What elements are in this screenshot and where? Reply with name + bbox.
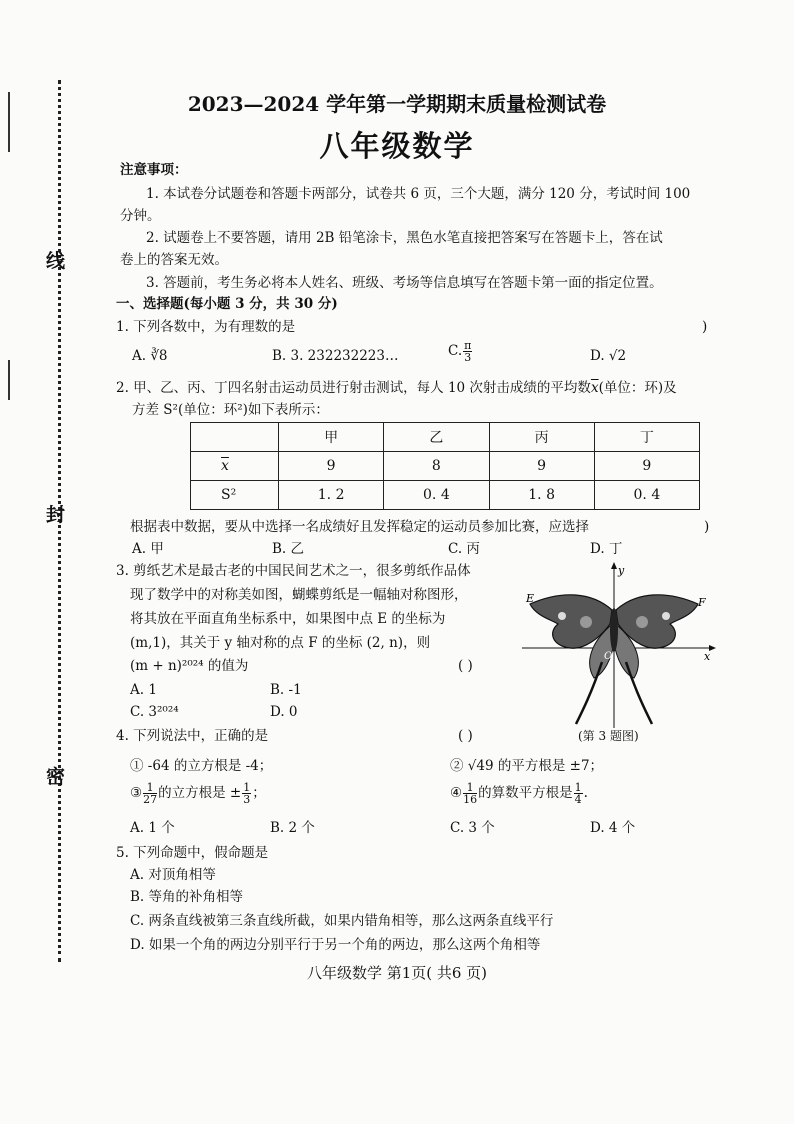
seal-char-line: 线 (46, 250, 66, 272)
q4-answer-paren: ( ) (458, 728, 473, 744)
q3-option-b: B. -1 (270, 682, 302, 698)
scan-edge-mark (8, 360, 10, 400)
table-header-cell: 乙 (384, 423, 489, 452)
notice-item-1: 1. 本试卷分试题卷和答题卡两部分，试卷共 6 页，三个大题，满分 120 分，考试时间 100 (146, 186, 691, 202)
q2-stem-line2: 方差 S²(单位：环²)如下表所示： (132, 402, 329, 418)
wing-pattern (662, 612, 670, 620)
label-y: y (618, 564, 625, 577)
notice-item-2-cont: 卷上的答案无效。 (120, 252, 228, 268)
q4-option-d: D. 4 个 (590, 820, 636, 836)
table-cell: 8 (384, 452, 489, 481)
q3-stem-line5: (m + n)²⁰²⁴ 的值为 (130, 658, 249, 674)
fraction-denominator: 4 (574, 793, 582, 806)
table-row-variance (191, 481, 700, 510)
statement-number: ④ (450, 785, 463, 801)
q1-option-d: D. √2 (590, 348, 627, 364)
q2-option-d: D. 丁 (590, 541, 623, 557)
statement-text: 的算数平方根是 (478, 785, 573, 801)
q2-option-c: C. 丙 (448, 541, 480, 557)
table-cell: 1. 8 (489, 481, 594, 510)
q4-statement-3 (130, 782, 266, 805)
q1-stem: 1. 下列各数中，为有理数的是 (116, 319, 296, 335)
q3-stem-line2: 现了数学中的对称美如图，蝴蝶剪纸是一幅轴对称图形， (130, 587, 468, 603)
q1-option-c (448, 340, 473, 363)
table-cell: 0. 4 (384, 481, 489, 510)
q4-statement-2: ② √49 的平方根是 ±7； (450, 758, 604, 774)
fraction (574, 782, 583, 805)
q5-option-b: B. 等角的补角相等 (130, 889, 244, 905)
subject-title: 八年级数学 (319, 129, 475, 163)
figure-caption: (第 3 题图) (578, 729, 639, 743)
q3-option-a: A. 1 (130, 682, 157, 698)
fraction-denominator: 27 (143, 793, 158, 806)
q4-stem: 4. 下列说法中，正确的是 (116, 728, 269, 744)
q2-stem-text: 2. 甲、乙、丙、丁四名射击运动员进行射击测试，每人 10 次射击成绩的平均数 (116, 380, 591, 396)
q2-answer-paren: ) (704, 519, 710, 535)
label-x: x (704, 650, 711, 663)
label-f: F (698, 596, 706, 609)
fraction-numerator: 1 (143, 782, 157, 794)
wing-pattern (580, 616, 592, 628)
table-header-cell: 甲 (279, 423, 384, 452)
q2-stem-line1 (116, 378, 677, 398)
q2-option-a: A. 甲 (132, 541, 164, 557)
wing-pattern (636, 616, 648, 628)
table-cell: 9 (594, 452, 699, 481)
table-cell: 9 (489, 452, 594, 481)
mean-symbol: $\overline{x}$ (590, 380, 599, 396)
fraction-denominator: 16 (463, 793, 478, 806)
q2-followup: 根据表中数据，要从中选择一名成绩好且发挥稳定的运动员参加比赛，应选择 (130, 519, 589, 535)
q3-answer-paren: ( ) (458, 658, 473, 674)
q3-stem-line3: 将其放在平面直角坐标系中，如果图中点 E 的坐标为 (130, 611, 446, 627)
q3-option-d: D. 0 (270, 704, 298, 720)
seal-char-secret: 密 (46, 766, 66, 788)
table-row-label: $\overline{x}$ (191, 452, 279, 481)
label-e: E (526, 592, 535, 605)
table-row-label: S² (191, 481, 279, 510)
fraction-numerator: π (464, 339, 472, 352)
fraction (242, 782, 251, 805)
table-header-cell: 丙 (489, 423, 594, 452)
q1-answer-paren: ) (702, 319, 708, 335)
statement-number: ③ (130, 785, 143, 801)
q4-option-a: A. 1 个 (130, 820, 175, 836)
score-table (190, 422, 700, 510)
notice-item-1-cont: 分钟。 (120, 208, 161, 224)
notice-heading: 注意事项： (120, 162, 188, 178)
q4-statement-1: ① -64 的立方根是 -4； (130, 758, 273, 774)
fraction (463, 782, 477, 805)
table-row-mean (191, 452, 700, 481)
q3-option-c: C. 3²⁰²⁴ (130, 704, 179, 720)
seal-char-seal: 封 (46, 504, 66, 526)
q1-option-a: A. ∛8 (132, 348, 168, 364)
q2-stem-unit: (单位：环)及 (598, 380, 677, 396)
wing-pattern (558, 612, 566, 620)
table-cell: 1. 2 (279, 481, 384, 510)
q5-option-a: A. 对顶角相等 (130, 867, 216, 883)
table-cell: 9 (279, 452, 384, 481)
y-axis-arrow-icon (611, 562, 617, 569)
q4-option-c: C. 3 个 (450, 820, 495, 836)
notice-item-2: 2. 试题卷上不要答题，请用 2B 铅笔涂卡，黑色水笔直接把答案写在答题卡上，答在试 (146, 230, 663, 246)
section-heading: 一、选择题(每小题 3 分，共 30 分) (116, 296, 338, 312)
statement-text: 的立方根是 ± (158, 785, 242, 801)
fraction-denominator: 3 (243, 793, 251, 806)
table-header-cell: 丁 (594, 423, 699, 452)
table-cell: 0. 4 (594, 481, 699, 510)
q5-option-c: C. 两条直线被第三条直线所截，如果内错角相等，那么这两条直线平行 (130, 913, 554, 929)
fraction-denominator: 3 (464, 351, 472, 364)
table-corner-cell (191, 423, 279, 452)
fraction (143, 782, 157, 805)
q1-option-c-fraction (463, 340, 472, 363)
table-header-row (191, 423, 700, 452)
statement-end: ； (252, 785, 266, 801)
q1-option-c-label: C. (448, 343, 463, 359)
q4-option-b: B. 2 个 (270, 820, 315, 836)
fraction-numerator: 1 (574, 781, 582, 794)
statement-end: . (583, 785, 588, 801)
notice-item-3: 3. 答题前，考生务必将本人姓名、班级、考场等信息填写在答题卡第一面的指定位置。 (146, 275, 663, 291)
fraction-numerator: 1 (463, 782, 477, 794)
page-footer: 八年级数学 第1页( 共6 页) (306, 964, 488, 982)
butterfly-body (610, 608, 618, 652)
q3-stem-line1: 3. 剪纸艺术是最古老的中国民间艺术之一，很多剪纸作品体 (116, 563, 471, 579)
q4-statement-4 (450, 782, 588, 805)
fraction-numerator: 1 (243, 781, 251, 794)
label-origin: O (604, 651, 613, 662)
q5-option-d: D. 如果一个角的两边分别平行于另一个角的两边，那么这两个角相等 (130, 937, 541, 953)
exam-title: 2023—2024 学年第一学期期末质量检测试卷 (187, 92, 607, 116)
q2-option-b: B. 乙 (272, 541, 305, 557)
q1-option-b: B. 3. 232232223… (272, 348, 399, 364)
q5-stem: 5. 下列命题中，假命题是 (116, 845, 269, 861)
butterfly-figure (522, 562, 716, 730)
q3-stem-line4: (m,1)，其关于 y 轴对称的点 F 的坐标 (2, n)，则 (130, 635, 431, 651)
